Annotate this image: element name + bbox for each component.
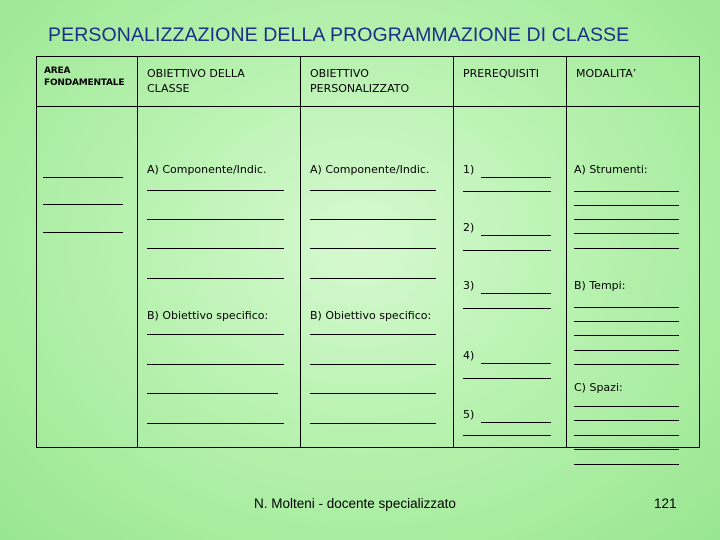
prerequisito-5-blank-a[interactable] xyxy=(481,422,551,423)
area-blank-2[interactable] xyxy=(43,204,123,205)
personalizzato-blank-2[interactable] xyxy=(310,219,436,220)
prerequisito-1-blank-b[interactable] xyxy=(463,191,551,192)
obiettivo-personalizzato-cell xyxy=(301,107,454,448)
footer-author: N. Molteni - docente specializzato xyxy=(254,496,456,511)
tempi-blank-2[interactable] xyxy=(574,321,679,322)
prerequisito-3-blank-a[interactable] xyxy=(481,293,551,294)
prerequisito-2-blank-b[interactable] xyxy=(463,250,551,251)
tempi-blank-1[interactable] xyxy=(574,307,679,308)
prerequisito-1-blank-a[interactable] xyxy=(481,177,551,178)
header-modalita-label: MODALITA’ xyxy=(576,67,637,80)
prerequisito-4-blank-b[interactable] xyxy=(463,378,551,379)
personalizzato-blank-5[interactable] xyxy=(310,334,436,335)
prerequisito-3-blank-b[interactable] xyxy=(463,308,551,309)
classe-blank-2[interactable] xyxy=(147,219,284,220)
header-obiettivo-classe-line2: CLASSE xyxy=(147,82,190,95)
prerequisito-2-label: 2) xyxy=(463,221,475,234)
personalizzato-componente-label: A) Componente/Indic. xyxy=(310,163,430,176)
header-obiettivo-classe-line1: OBIETTIVO DELLA xyxy=(147,67,245,80)
header-obiettivo-personalizzato xyxy=(301,57,454,107)
personalizzato-blank-4[interactable] xyxy=(310,278,436,279)
strumenti-blank-4[interactable] xyxy=(574,233,679,234)
spazi-blank-1[interactable] xyxy=(574,406,679,407)
prerequisiti-cell xyxy=(454,107,567,448)
personalizzato-blank-7[interactable] xyxy=(310,393,436,394)
strumenti-blank-5[interactable] xyxy=(574,248,679,249)
strumenti-blank-1[interactable] xyxy=(574,191,679,192)
header-area xyxy=(37,57,138,107)
prerequisito-4-blank-a[interactable] xyxy=(481,363,551,364)
classe-blank-3[interactable] xyxy=(147,248,284,249)
personalizzato-blank-8[interactable] xyxy=(310,423,436,424)
personalizzato-blank-1[interactable] xyxy=(310,190,436,191)
obiettivo-classe-cell xyxy=(138,107,301,448)
modalita-cell xyxy=(567,107,700,448)
strumenti-blank-3[interactable] xyxy=(574,219,679,220)
classe-blank-5[interactable] xyxy=(147,334,284,335)
prerequisito-5-label: 5) xyxy=(463,408,475,421)
prerequisito-1-label: 1) xyxy=(463,163,475,176)
planning-table xyxy=(36,56,700,448)
classe-blank-7[interactable] xyxy=(147,393,278,394)
personalizzato-obiettivo-specifico-label: B) Obiettivo specifico: xyxy=(310,309,432,322)
page-number: 121 xyxy=(654,496,677,511)
classe-obiettivo-specifico-label: B) Obiettivo specifico: xyxy=(147,309,269,322)
area-cell xyxy=(37,107,138,448)
classe-blank-4[interactable] xyxy=(147,278,284,279)
modalita-tempi-label: B) Tempi: xyxy=(574,279,626,292)
header-area-line1: AREA xyxy=(44,66,71,76)
area-blank-3[interactable] xyxy=(43,232,123,233)
header-prerequisiti-label: PREREQUISITI xyxy=(463,67,539,80)
spazi-blank-2[interactable] xyxy=(574,420,679,421)
spazi-blank-3[interactable] xyxy=(574,435,679,436)
modalita-spazi-label: C) Spazi: xyxy=(574,381,623,394)
strumenti-blank-2[interactable] xyxy=(574,205,679,206)
header-area-line2: FONDAMENTALE xyxy=(44,78,125,88)
classe-blank-8[interactable] xyxy=(147,423,284,424)
body-row xyxy=(37,107,700,448)
classe-blank-1[interactable] xyxy=(147,190,284,191)
header-modalita xyxy=(567,57,700,107)
prerequisito-5-blank-b[interactable] xyxy=(463,435,551,436)
header-obiettivo-personalizzato-line1: OBIETTIVO xyxy=(310,67,369,80)
header-obiettivo-classe xyxy=(138,57,301,107)
prerequisito-3-label: 3) xyxy=(463,279,475,292)
spazi-blank-5[interactable] xyxy=(574,464,679,465)
personalizzato-blank-6[interactable] xyxy=(310,364,436,365)
header-row xyxy=(37,57,700,107)
prerequisito-4-label: 4) xyxy=(463,349,475,362)
classe-blank-6[interactable] xyxy=(147,364,284,365)
prerequisito-2-blank-a[interactable] xyxy=(481,235,551,236)
modalita-strumenti-label: A) Strumenti: xyxy=(574,163,648,176)
personalizzato-blank-3[interactable] xyxy=(310,248,436,249)
header-obiettivo-personalizzato-line2: PERSONALIZZATO xyxy=(310,82,410,95)
spazi-blank-4[interactable] xyxy=(574,449,679,450)
classe-componente-label: A) Componente/Indic. xyxy=(147,163,267,176)
page-title: PERSONALIZZAZIONE DELLA PROGRAMMAZIONE DI CLASSE xyxy=(48,24,630,46)
header-prerequisiti xyxy=(454,57,567,107)
tempi-blank-5[interactable] xyxy=(574,364,679,365)
area-blank-1[interactable] xyxy=(43,177,123,178)
tempi-blank-3[interactable] xyxy=(574,335,679,336)
tempi-blank-4[interactable] xyxy=(574,350,679,351)
